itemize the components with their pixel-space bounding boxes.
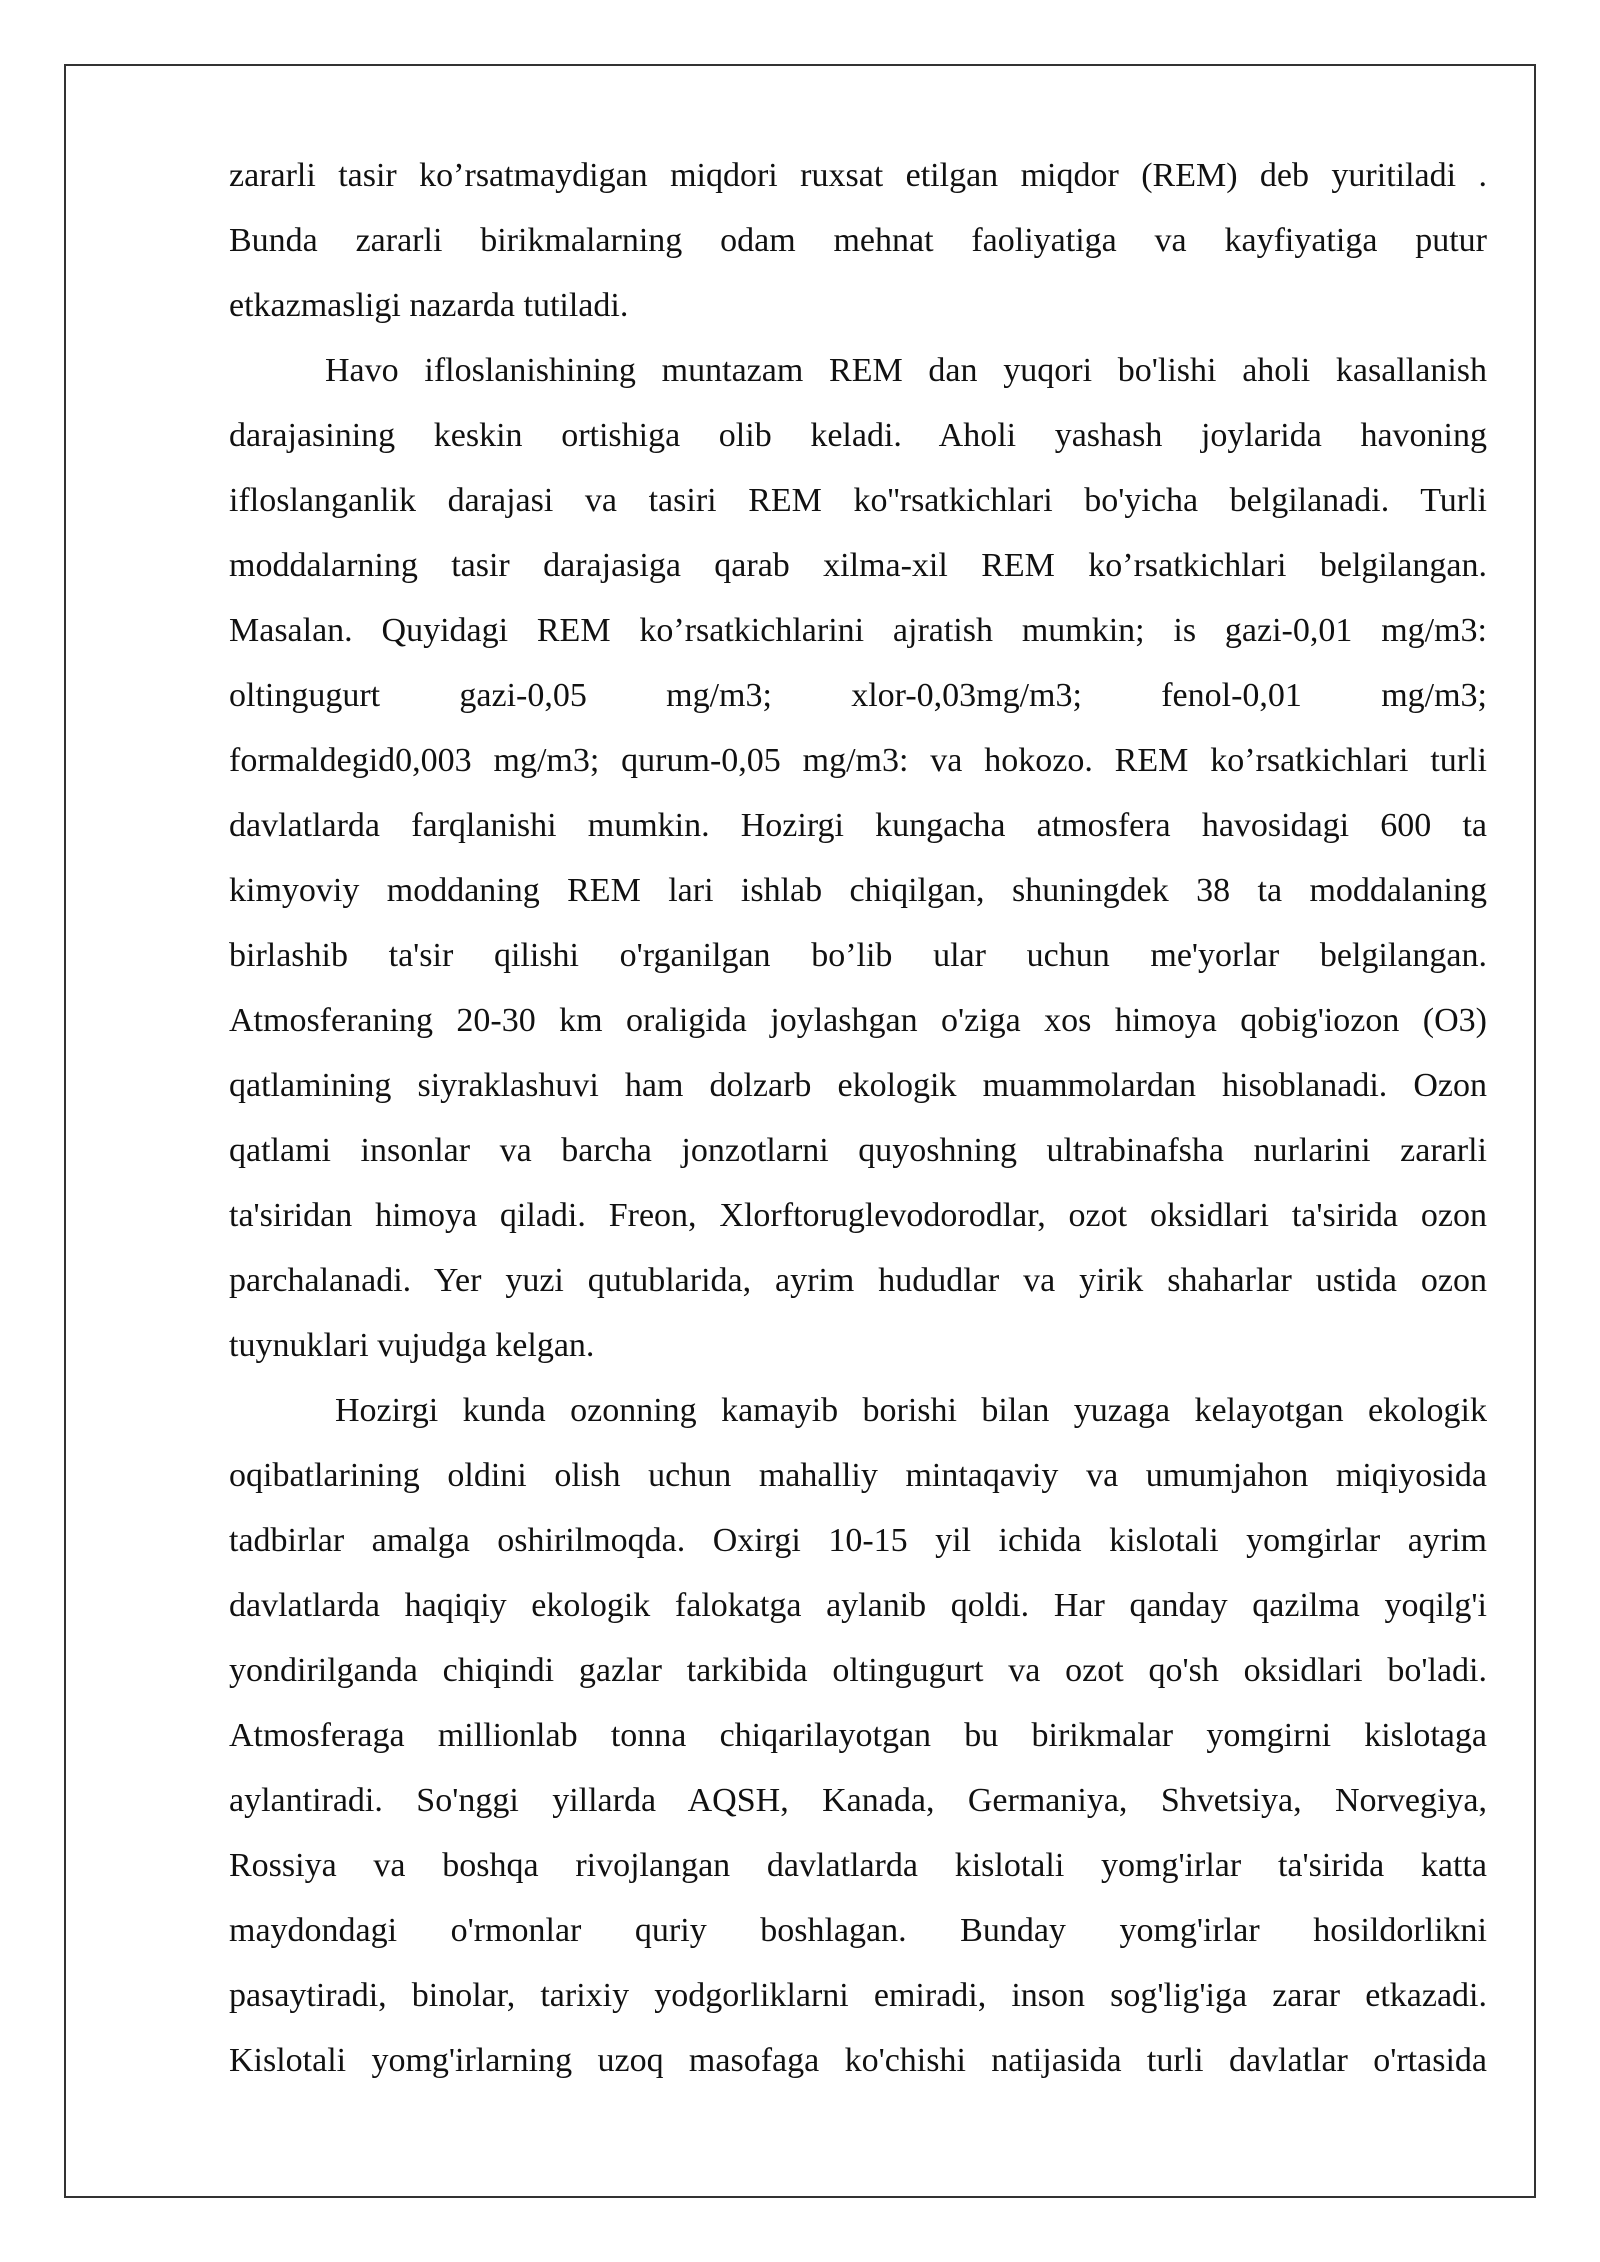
text-line: Bunda zararli birikmalarning odam mehnat faoliyatiga va kayfiyatiga putur: [229, 222, 1487, 259]
text-line: qatlami insonlar va barcha jonzotlarni quyoshning ultrabinafsha nurlarini zararli: [229, 1132, 1487, 1169]
document-body: [229, 148, 1487, 2098]
text-line: davlatlarda farqlanishi mumkin. Hozirgi kungacha atmosfera havosidagi 600 ta: [229, 807, 1487, 844]
text-line: aylantiradi. So'nggi yillarda AQSH, Kanada, Germaniya, Shvetsiya, Norvegiya,: [229, 1782, 1487, 1819]
text-line: qatlamining siyraklashuvi ham dolzarb ekologik muammolardan hisoblanadi. Ozon: [229, 1067, 1487, 1104]
text-line: davlatlarda haqiqiy ekologik falokatga aylanib qoldi. Har qanday qazilma yoqilg'i: [229, 1587, 1487, 1624]
text-line: Rossiya va boshqa rivojlangan davlatlarda kislotali yomg'irlar ta'sirida katta: [229, 1847, 1487, 1884]
text-line: moddalarning tasir darajasiga qarab xilma-xil REM ko’rsatkichlari belgilangan.: [229, 547, 1487, 584]
text-line: formaldegid0,003 mg/m3; qurum-0,05 mg/m3: va hokozo. REM ko’rsatkichlari turli: [229, 742, 1487, 779]
text-line: Havo ifloslanishining muntazam REM dan yuqori bo'lishi aholi kasallanish: [325, 352, 1487, 389]
text-line: Atmosferaga millionlab tonna chiqarilayotgan bu birikmalar yomgirni kislotaga: [229, 1717, 1487, 1754]
text-line: parchalanadi. Yer yuzi qutublarida, ayrim hududlar va yirik shaharlar ustida ozon: [229, 1262, 1487, 1299]
text-line: tadbirlar amalga oshirilmoqda. Oxirgi 10-15 yil ichida kislotali yomgirlar ayrim: [229, 1522, 1487, 1559]
text-line: Hozirgi kunda ozonning kamayib borishi bilan yuzaga kelayotgan ekologik: [335, 1392, 1487, 1429]
text-line: oltingugurt gazi-0,05 mg/m3; xlor-0,03mg/m3; fenol-0,01 mg/m3;: [229, 677, 1487, 714]
text-line: yondirilganda chiqindi gazlar tarkibida oltingugurt va ozot qo'sh oksidlari bo'ladi.: [229, 1652, 1487, 1689]
text-line: Kislotali yomg'irlarning uzoq masofaga ko'chishi natijasida turli davlatlar o'rtasida: [229, 2042, 1487, 2079]
text-line: darajasining keskin ortishiga olib keladi. Aholi yashash joylarida havoning: [229, 417, 1487, 454]
text-line: zararli tasir ko’rsatmaydigan miqdori ruxsat etilgan miqdor (REM) deb yuritiladi .: [229, 157, 1487, 194]
text-line: Atmosferaning 20-30 km oraligida joylashgan o'ziga xos himoya qobig'iozon (O3): [229, 1002, 1487, 1039]
text-line: kimyoviy moddaning REM lari ishlab chiqilgan, shuningdek 38 ta moddalaning: [229, 872, 1487, 909]
text-line: Masalan. Quyidagi REM ko’rsatkichlarini ajratish mumkin; is gazi-0,01 mg/m3:: [229, 612, 1487, 649]
text-line: ta'siridan himoya qiladi. Freon, Xlorftoruglevodorodlar, ozot oksidlari ta'sirida ozon: [229, 1197, 1487, 1234]
text-line: tuynuklari vujudga kelgan.: [229, 1327, 595, 1364]
text-line: etkazmasligi nazarda tutiladi.: [229, 287, 629, 324]
text-line: maydondagi o'rmonlar quriy boshlagan. Bunday yomg'irlar hosildorlikni: [229, 1912, 1487, 1949]
text-line: pasaytiradi, binolar, tarixiy yodgorliklarni emiradi, inson sog'lig'iga zarar etkazadi.: [229, 1977, 1487, 2014]
text-line: ifloslanganlik darajasi va tasiri REM ko''rsatkichlari bo'yicha belgilanadi. Turli: [229, 482, 1487, 519]
text-line: birlashib ta'sir qilishi o'rganilgan bo’lib ular uchun me'yorlar belgilangan.: [229, 937, 1487, 974]
text-line: oqibatlarining oldini olish uchun mahalliy mintaqaviy va umumjahon miqiyosida: [229, 1457, 1487, 1494]
